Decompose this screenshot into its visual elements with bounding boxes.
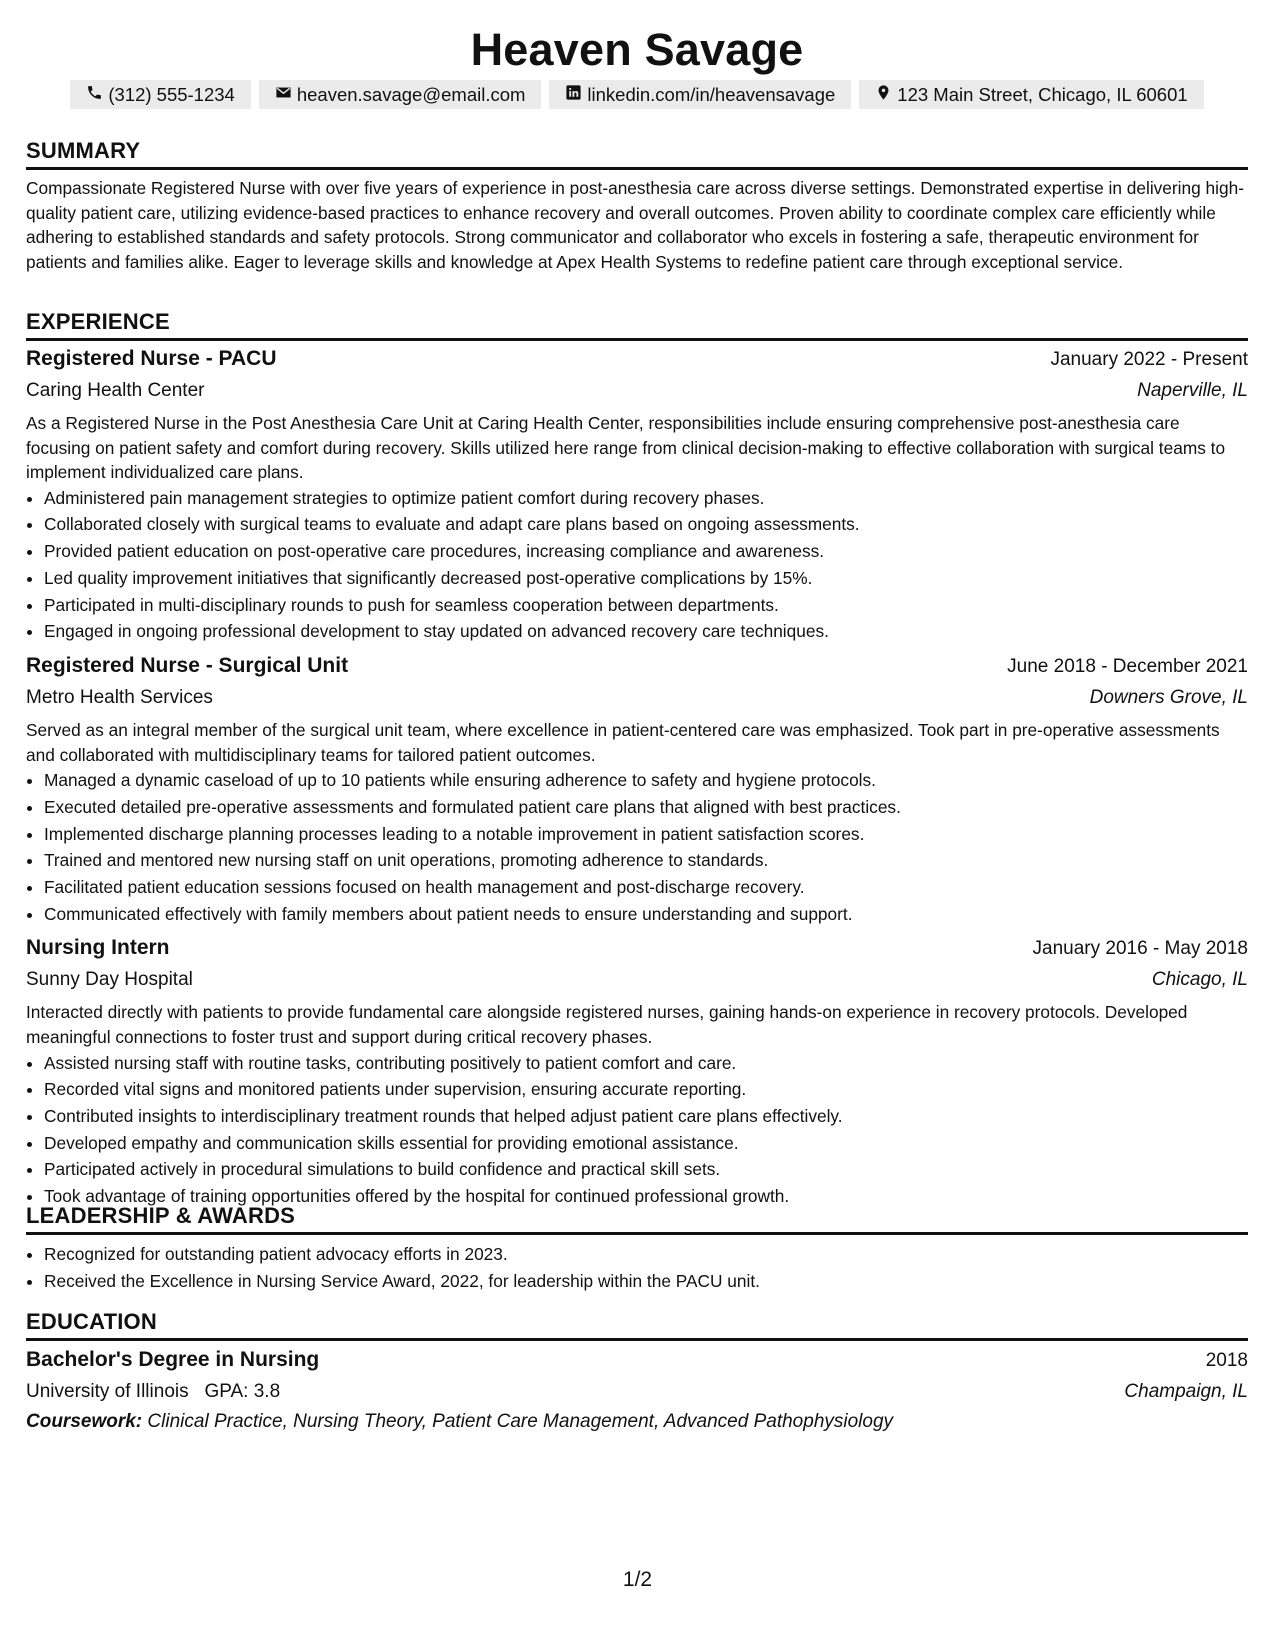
list-item: • Implemented discharge planning processes leading to a notable improvement in patient satisfaction scores. [44,821,1248,848]
job-bullets [26,485,1248,645]
job-title: Registered Nurse - PACU [26,347,277,370]
job-bullets [26,767,1248,927]
coursework-list: Clinical Practice, Nursing Theory, Patient Care Management, Advanced Pathophysiology [147,1411,894,1432]
school-location: Champaign, IL [1124,1381,1248,1402]
email-text: heaven.savage@email.com [296,84,526,105]
job-description: As a Registered Nurse in the Post Anesthesia Care Unit at Caring Health Center, responsibilities include ensuring comprehensive post-anesthesia care focusing on patient safety and comfort during recovery. Skills utilized here range from clinical decision-making to effective collaboration with surgical teams to implement individualized care plans. [26,413,1226,483]
job-bullets [26,1050,1248,1210]
resume-page [26,0,1248,1432]
phone-icon [86,80,103,109]
education-section [26,1309,1248,1437]
list-item: • Led quality improvement initiatives that significantly decreased post-operative complications by 15%. [44,565,1248,592]
section-title-education: EDUCATION [26,1309,1248,1341]
linkedin-text: linkedin.com/in/heavensavage [587,84,836,105]
list-item: • Contributed insights to interdisciplinary treatment rounds that helped adjust patient care plans effectively. [44,1103,1248,1130]
contact-linkedin[interactable] [549,80,851,109]
section-title-summary: SUMMARY [26,138,1248,170]
job-org: Caring Health Center [26,380,205,401]
experience-section [26,309,1248,1210]
leadership-bullets [26,1241,1248,1294]
job-location: Downers Grove, IL [1089,687,1248,708]
job-title: Nursing Intern [26,936,170,960]
job-entry [26,344,1248,645]
job-description: Interacted directly with patients to provide fundamental care alongside registered nurses, gaining hands-on experience in recovery protocols. Developed meaningful connections to foster trust and support during critical recovery phases. [26,1002,1188,1047]
section-title-experience: EXPERIENCE [26,309,1248,341]
list-item: • Provided patient education on post-operative care procedures, increasing compliance and awareness. [44,538,1248,565]
page-number: 1/2 [622,1568,653,1591]
job-location: Chicago, IL [1151,969,1248,991]
list-item: • Developed empathy and communication skills essential for providing emotional assistance. [44,1130,1248,1157]
gpa: GPA: 3.8 [204,1381,281,1402]
list-item: • Recognized for outstanding patient advocacy efforts in 2023. [44,1241,1248,1268]
school-line [26,1376,280,1407]
map-pin-icon [875,80,892,109]
summary-section [26,138,1248,274]
candidate-name: Heaven Savage [470,24,804,75]
job-org: Sunny Day Hospital [26,969,193,991]
job-org: Metro Health Services [26,687,213,708]
list-item: • Engaged in ongoing professional development to stay updated on advanced recovery care techniques. [44,618,1248,645]
coursework [26,1407,1248,1437]
list-item: • Executed detailed pre-operative assessments and formulated patient care plans that aligned with best practices. [44,794,1248,821]
list-item: • Administered pain management strategies to optimize patient comfort during recovery phases. [44,485,1248,512]
list-item: • Participated in multi-disciplinary rounds to push for seamless cooperation between departments. [44,592,1248,619]
job-title: Registered Nurse - Surgical Unit [26,654,349,677]
list-item: • Collaborated closely with surgical teams to evaluate and adapt care plans based on ongoing assessments. [44,511,1248,538]
address-text: 123 Main Street, Chicago, IL 60601 [897,84,1188,105]
job-dates: January 2016 - May 2018 [1032,938,1248,960]
job-entry [26,933,1248,1209]
list-item: • Recorded vital signs and monitored patients under supervision, ensuring accurate reporting. [44,1076,1248,1103]
degree-title: Bachelor's Degree in Nursing [26,1348,320,1371]
contact-phone[interactable] [70,80,251,109]
contact-address[interactable] [859,80,1203,109]
phone-text: (312) 555-1234 [108,84,235,105]
list-item: • Communicated effectively with family members about patient needs to ensure understanding and support. [44,901,1248,928]
list-item: • Received the Excellence in Nursing Service Award, 2022, for leadership within the PACU unit. [44,1268,1248,1295]
linkedin-icon [565,80,582,109]
envelope-icon [275,80,292,109]
job-description: Served as an integral member of the surgical unit team, where excellence in patient-centered care was emphasized. Took part in pre-operative assessments and collaborated with multidisciplinary teams for tailored patient outcomes. [26,720,1220,765]
list-item: • Managed a dynamic caseload of up to 10 patients while ensuring adherence to safety and hygiene protocols. [44,767,1248,794]
summary-text: Compassionate Registered Nurse with over five years of experience in post-anesthesia care across diverse settings. Demonstrated expertise in delivering high-quality patient care, utilizing evidence-based practices to enhance recovery and overall outcomes. Proven ability to coordinate complex care efficiently while adhering to established standards and safety protocols. Strong communicator and collaborator who excels in fostering a safe, therapeutic environment for patients and families alike. Eager to leverage skills and knowledge at Apex Health Systems to redefine patient care through exceptional service. [26,178,1244,272]
list-item: • Facilitated patient education sessions focused on health management and post-discharge recovery. [44,874,1248,901]
graduation-year: 2018 [1205,1350,1248,1371]
list-item: • Participated actively in procedural simulations to build confidence and practical skill sets. [44,1156,1248,1183]
contact-bar [26,80,1248,109]
list-item: • Assisted nursing staff with routine tasks, contributing positively to patient comfort and care. [44,1050,1248,1077]
coursework-label: Coursework: [26,1411,143,1432]
section-title-leadership: LEADERSHIP & AWARDS [26,1203,1248,1235]
list-item: • Trained and mentored new nursing staff on unit operations, promoting adherence to standards. [44,847,1248,874]
contact-email[interactable] [259,80,542,109]
list-item: • Took advantage of training opportunities offered by the hospital for continued professional growth. [44,1183,1248,1210]
job-dates: January 2022 - Present [1050,349,1248,370]
job-location: Naperville, IL [1137,380,1248,401]
leadership-section [26,1203,1248,1294]
job-entry [26,651,1248,927]
school-name: University of Illinois [26,1381,189,1402]
job-dates: June 2018 - December 2021 [1007,656,1248,677]
